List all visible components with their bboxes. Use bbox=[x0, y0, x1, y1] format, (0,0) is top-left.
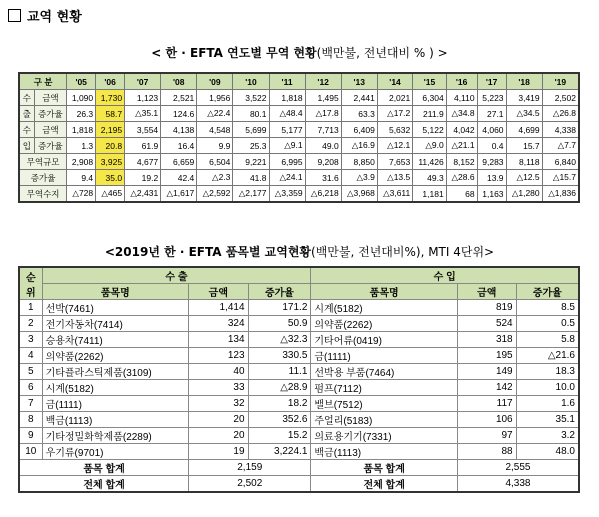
value-cell: 11,426 bbox=[413, 154, 446, 170]
export-amount-cell: 40 bbox=[189, 364, 248, 380]
value-cell: 6,304 bbox=[413, 90, 446, 106]
year-header-cell: '09 bbox=[197, 73, 233, 90]
table-row bbox=[19, 444, 579, 460]
value-cell: 13.9 bbox=[477, 170, 506, 186]
value-cell: 1,163 bbox=[477, 186, 506, 203]
rank-cell: 4 bbox=[19, 348, 42, 364]
value-cell: 5,223 bbox=[477, 90, 506, 106]
row-label: 증가율 bbox=[19, 170, 67, 186]
value-cell: 63.3 bbox=[341, 106, 377, 122]
import-amount-cell: 318 bbox=[457, 332, 516, 348]
value-cell: 2,021 bbox=[377, 90, 412, 106]
export-item-cell: 시계(5182) bbox=[42, 380, 189, 396]
row-label: 금액 bbox=[34, 90, 67, 106]
year-header-cell: '10 bbox=[233, 73, 269, 90]
value-cell: △2,431 bbox=[125, 186, 161, 203]
export-item-cell: 선박(7461) bbox=[42, 300, 189, 316]
year-header-cell: '08 bbox=[161, 73, 197, 90]
rank-header: 순위 bbox=[19, 267, 42, 300]
value-cell: 4,677 bbox=[125, 154, 161, 170]
export-total-cell: 2,159 bbox=[189, 460, 311, 476]
year-header-cell: '15 bbox=[413, 73, 446, 90]
value-cell: △3.9 bbox=[341, 170, 377, 186]
import-amount-cell: 195 bbox=[457, 348, 516, 364]
table2-title: <2019년 한 · EFTA 품목별 교역현황(백만불, 전년대비%), MTI 4단위> bbox=[104, 245, 495, 259]
value-cell: 9.4 bbox=[67, 170, 96, 186]
item-trade-table bbox=[18, 266, 580, 493]
checkbox-square-icon bbox=[8, 9, 21, 22]
value-cell: 16.4 bbox=[161, 138, 197, 154]
rank-cell: 5 bbox=[19, 364, 42, 380]
export-item-cell: 기타정밀화학제품(2289) bbox=[42, 428, 189, 444]
value-cell: 3,554 bbox=[125, 122, 161, 138]
year-header-cell: '13 bbox=[341, 73, 377, 90]
value-cell: △1,836 bbox=[542, 186, 579, 203]
import-rate-cell: 5.8 bbox=[516, 332, 579, 348]
export-item-cell: 기타플라스틱제품(3109) bbox=[42, 364, 189, 380]
export-item-cell: 전기자동차(7414) bbox=[42, 316, 189, 332]
value-cell: 2,521 bbox=[161, 90, 197, 106]
export-item-cell: 우기류(9701) bbox=[42, 444, 189, 460]
value-cell: △13.5 bbox=[377, 170, 412, 186]
value-cell: 15.7 bbox=[506, 138, 542, 154]
year-header-cell: '14 bbox=[377, 73, 412, 90]
value-cell: 26.3 bbox=[67, 106, 96, 122]
value-cell: 9,221 bbox=[233, 154, 269, 170]
value-cell: 49.0 bbox=[305, 138, 341, 154]
value-cell: △9.1 bbox=[269, 138, 305, 154]
value-cell: 2,195 bbox=[96, 122, 125, 138]
row-label: 증가율 bbox=[34, 138, 67, 154]
value-cell: 2,441 bbox=[341, 90, 377, 106]
export-rate-cell: △28.9 bbox=[248, 380, 311, 396]
value-cell: 4,338 bbox=[542, 122, 579, 138]
value-cell: △2.3 bbox=[197, 170, 233, 186]
export-rate-cell: 3,224.1 bbox=[248, 444, 311, 460]
value-cell: △35.1 bbox=[125, 106, 161, 122]
value-cell: △7.7 bbox=[542, 138, 579, 154]
year-header-cell: '05 bbox=[67, 73, 96, 90]
rank-cell: 10 bbox=[19, 444, 42, 460]
year-header-cell: '17 bbox=[477, 73, 506, 90]
value-cell: 5,122 bbox=[413, 122, 446, 138]
value-cell: 4,699 bbox=[506, 122, 542, 138]
table-row bbox=[19, 170, 579, 186]
value-cell: 20.8 bbox=[96, 138, 125, 154]
column-header: 금액 bbox=[189, 284, 248, 300]
export-rate-cell: 330.5 bbox=[248, 348, 311, 364]
value-cell: 7,653 bbox=[377, 154, 412, 170]
value-cell: 61.9 bbox=[125, 138, 161, 154]
export-rate-cell: 11.1 bbox=[248, 364, 311, 380]
value-cell: △2,177 bbox=[233, 186, 269, 203]
value-cell: 25.3 bbox=[233, 138, 269, 154]
export-rate-cell: 50.9 bbox=[248, 316, 311, 332]
value-cell: 9,208 bbox=[305, 154, 341, 170]
import-item-cell: 펌프(7112) bbox=[311, 380, 458, 396]
import-header: 수 입 bbox=[311, 267, 579, 284]
value-cell: △22.4 bbox=[197, 106, 233, 122]
export-rate-cell: 18.2 bbox=[248, 396, 311, 412]
table-header-row bbox=[19, 284, 579, 300]
value-cell: 4,138 bbox=[161, 122, 197, 138]
export-amount-cell: 123 bbox=[189, 348, 248, 364]
value-cell: 7,713 bbox=[305, 122, 341, 138]
year-header-cell: '06 bbox=[96, 73, 125, 90]
value-cell: 0.4 bbox=[477, 138, 506, 154]
table-header-row bbox=[19, 267, 579, 284]
export-rate-cell: 352.6 bbox=[248, 412, 311, 428]
import-rate-cell: 35.1 bbox=[516, 412, 579, 428]
value-cell: △12.1 bbox=[377, 138, 412, 154]
column-header: 품목명 bbox=[42, 284, 189, 300]
import-amount-cell: 97 bbox=[457, 428, 516, 444]
row-label: 무역규모 bbox=[19, 154, 67, 170]
export-rate-cell: 15.2 bbox=[248, 428, 311, 444]
value-cell: △1,617 bbox=[161, 186, 197, 203]
value-cell: 41.8 bbox=[233, 170, 269, 186]
value-cell: 1,818 bbox=[67, 122, 96, 138]
value-cell: 1,956 bbox=[197, 90, 233, 106]
value-cell: 58.7 bbox=[96, 106, 125, 122]
value-cell: 211.9 bbox=[413, 106, 446, 122]
rank-cell: 7 bbox=[19, 396, 42, 412]
value-cell: 1,181 bbox=[413, 186, 446, 203]
value-cell: 49.3 bbox=[413, 170, 446, 186]
value-cell: 6,504 bbox=[197, 154, 233, 170]
export-amount-cell: 19 bbox=[189, 444, 248, 460]
value-cell: △28.6 bbox=[446, 170, 477, 186]
table-row bbox=[19, 90, 579, 106]
value-cell: △48.4 bbox=[269, 106, 305, 122]
value-cell: 6,659 bbox=[161, 154, 197, 170]
value-cell: 6,409 bbox=[341, 122, 377, 138]
import-total-cell: 4,338 bbox=[457, 476, 579, 493]
value-cell: 1,730 bbox=[96, 90, 125, 106]
import-total-cell: 2,555 bbox=[457, 460, 579, 476]
import-amount-cell: 524 bbox=[457, 316, 516, 332]
table-row bbox=[19, 380, 579, 396]
value-cell: 8,850 bbox=[341, 154, 377, 170]
import-item-cell: 시계(5182) bbox=[311, 300, 458, 316]
value-cell: 3,522 bbox=[233, 90, 269, 106]
import-item-cell: 주얼리(5183) bbox=[311, 412, 458, 428]
year-header-cell: '18 bbox=[506, 73, 542, 90]
export-amount-cell: 33 bbox=[189, 380, 248, 396]
value-cell: △17.8 bbox=[305, 106, 341, 122]
import-rate-cell: 1.6 bbox=[516, 396, 579, 412]
value-cell: 9.9 bbox=[197, 138, 233, 154]
value-cell: 8,118 bbox=[506, 154, 542, 170]
export-amount-cell: 20 bbox=[189, 428, 248, 444]
value-cell: 3,419 bbox=[506, 90, 542, 106]
value-cell: △2,592 bbox=[197, 186, 233, 203]
value-cell: △34.8 bbox=[446, 106, 477, 122]
value-cell: 42.4 bbox=[161, 170, 197, 186]
table-row bbox=[19, 364, 579, 380]
table-row bbox=[19, 186, 579, 203]
table-row bbox=[19, 316, 579, 332]
column-header: 증가율 bbox=[516, 284, 579, 300]
export-amount-cell: 20 bbox=[189, 412, 248, 428]
value-cell: 27.1 bbox=[477, 106, 506, 122]
year-header-cell: '07 bbox=[125, 73, 161, 90]
value-cell: 1,818 bbox=[269, 90, 305, 106]
value-cell: △17.2 bbox=[377, 106, 412, 122]
value-cell: △465 bbox=[96, 186, 125, 203]
import-amount-cell: 88 bbox=[457, 444, 516, 460]
year-header-cell: '12 bbox=[305, 73, 341, 90]
table-row bbox=[19, 122, 579, 138]
rank-cell: 8 bbox=[19, 412, 42, 428]
rank-cell: 6 bbox=[19, 380, 42, 396]
import-item-cell: 금(1111) bbox=[311, 348, 458, 364]
import-rate-cell: 10.0 bbox=[516, 380, 579, 396]
import-item-cell: 밸브(7512) bbox=[311, 396, 458, 412]
value-cell: △3,359 bbox=[269, 186, 305, 203]
value-cell: △6,218 bbox=[305, 186, 341, 203]
value-cell: 9,283 bbox=[477, 154, 506, 170]
export-header: 수 출 bbox=[42, 267, 311, 284]
annual-trade-table bbox=[18, 72, 580, 203]
value-cell: △15.7 bbox=[542, 170, 579, 186]
value-cell: △728 bbox=[67, 186, 96, 203]
value-cell: △9.0 bbox=[413, 138, 446, 154]
import-item-cell: 백금(1113) bbox=[311, 444, 458, 460]
export-amount-cell: 32 bbox=[189, 396, 248, 412]
table-row bbox=[19, 428, 579, 444]
import-amount-cell: 106 bbox=[457, 412, 516, 428]
row-label: 금액 bbox=[34, 122, 67, 138]
column-header: 증가율 bbox=[248, 284, 311, 300]
import-amount-cell: 142 bbox=[457, 380, 516, 396]
value-cell: △3,968 bbox=[341, 186, 377, 203]
value-cell: 19.2 bbox=[125, 170, 161, 186]
total-row bbox=[19, 476, 579, 493]
header-cell: 구 분 bbox=[19, 73, 67, 90]
import-rate-cell: 3.2 bbox=[516, 428, 579, 444]
column-header: 금액 bbox=[457, 284, 516, 300]
value-cell: △12.5 bbox=[506, 170, 542, 186]
export-amount-cell: 1,414 bbox=[189, 300, 248, 316]
table-row bbox=[19, 396, 579, 412]
row-group-label: 입 bbox=[19, 138, 34, 154]
import-rate-cell: 48.0 bbox=[516, 444, 579, 460]
value-cell: 5,177 bbox=[269, 122, 305, 138]
value-cell: 6,995 bbox=[269, 154, 305, 170]
subtotal-row bbox=[19, 460, 579, 476]
table-row bbox=[19, 348, 579, 364]
row-label: 증가율 bbox=[34, 106, 67, 122]
value-cell: 1.3 bbox=[67, 138, 96, 154]
export-rate-cell: △32.3 bbox=[248, 332, 311, 348]
table1-title: < 한 · EFTA 연도별 무역 현황(백만불, 전년대비 % ) > bbox=[151, 46, 448, 60]
import-amount-cell: 117 bbox=[457, 396, 516, 412]
value-cell: 4,060 bbox=[477, 122, 506, 138]
total-label: 전체 합계 bbox=[19, 476, 189, 493]
total-label: 전체 합계 bbox=[311, 476, 458, 493]
value-cell: 31.6 bbox=[305, 170, 341, 186]
row-label: 무역수지 bbox=[19, 186, 67, 203]
table-row bbox=[19, 332, 579, 348]
total-label: 품목 합계 bbox=[19, 460, 189, 476]
rank-cell: 9 bbox=[19, 428, 42, 444]
value-cell: 2,502 bbox=[542, 90, 579, 106]
import-rate-cell: 8.5 bbox=[516, 300, 579, 316]
import-item-cell: 기타어류(0419) bbox=[311, 332, 458, 348]
value-cell: △21.1 bbox=[446, 138, 477, 154]
column-header: 품목명 bbox=[311, 284, 458, 300]
value-cell: 1,495 bbox=[305, 90, 341, 106]
row-group-label: 수 bbox=[19, 90, 34, 106]
year-header-cell: '19 bbox=[542, 73, 579, 90]
export-rate-cell: 171.2 bbox=[248, 300, 311, 316]
total-label: 품목 합계 bbox=[311, 460, 458, 476]
value-cell: △26.8 bbox=[542, 106, 579, 122]
value-cell: 1,090 bbox=[67, 90, 96, 106]
table-header-row bbox=[19, 73, 579, 90]
export-amount-cell: 324 bbox=[189, 316, 248, 332]
value-cell: 5,632 bbox=[377, 122, 412, 138]
value-cell: 4,042 bbox=[446, 122, 477, 138]
value-cell: 4,548 bbox=[197, 122, 233, 138]
rank-cell: 3 bbox=[19, 332, 42, 348]
value-cell: 1,123 bbox=[125, 90, 161, 106]
import-item-cell: 의료용기기(7331) bbox=[311, 428, 458, 444]
import-item-cell: 의약품(2262) bbox=[311, 316, 458, 332]
row-group-label: 수 bbox=[19, 122, 34, 138]
table-row bbox=[19, 300, 579, 316]
table-row bbox=[19, 106, 579, 122]
import-amount-cell: 149 bbox=[457, 364, 516, 380]
value-cell: 35.0 bbox=[96, 170, 125, 186]
row-group-label: 출 bbox=[19, 106, 34, 122]
rank-cell: 2 bbox=[19, 316, 42, 332]
import-amount-cell: 819 bbox=[457, 300, 516, 316]
import-rate-cell: 0.5 bbox=[516, 316, 579, 332]
table-row bbox=[19, 138, 579, 154]
import-item-cell: 선박용 부품(7464) bbox=[311, 364, 458, 380]
value-cell: △24.1 bbox=[269, 170, 305, 186]
value-cell: 68 bbox=[446, 186, 477, 203]
value-cell: 2,908 bbox=[67, 154, 96, 170]
import-rate-cell: △21.6 bbox=[516, 348, 579, 364]
export-item-cell: 금(1111) bbox=[42, 396, 189, 412]
value-cell: △3,611 bbox=[377, 186, 412, 203]
value-cell: 6,840 bbox=[542, 154, 579, 170]
value-cell: 4,110 bbox=[446, 90, 477, 106]
value-cell: △34.5 bbox=[506, 106, 542, 122]
export-item-cell: 의약품(2262) bbox=[42, 348, 189, 364]
value-cell: △16.9 bbox=[341, 138, 377, 154]
value-cell: 8,152 bbox=[446, 154, 477, 170]
table-row bbox=[19, 154, 579, 170]
table-row bbox=[19, 412, 579, 428]
export-item-cell: 승용차(7411) bbox=[42, 332, 189, 348]
export-total-cell: 2,502 bbox=[189, 476, 311, 493]
value-cell: 80.1 bbox=[233, 106, 269, 122]
value-cell: 124.6 bbox=[161, 106, 197, 122]
export-amount-cell: 134 bbox=[189, 332, 248, 348]
export-item-cell: 백금(1113) bbox=[42, 412, 189, 428]
rank-cell: 1 bbox=[19, 300, 42, 316]
value-cell: △1,280 bbox=[506, 186, 542, 203]
import-rate-cell: 18.3 bbox=[516, 364, 579, 380]
section-heading: 교역 현황 bbox=[8, 6, 82, 25]
value-cell: 3,925 bbox=[96, 154, 125, 170]
year-header-cell: '11 bbox=[269, 73, 305, 90]
year-header-cell: '16 bbox=[446, 73, 477, 90]
value-cell: 5,699 bbox=[233, 122, 269, 138]
